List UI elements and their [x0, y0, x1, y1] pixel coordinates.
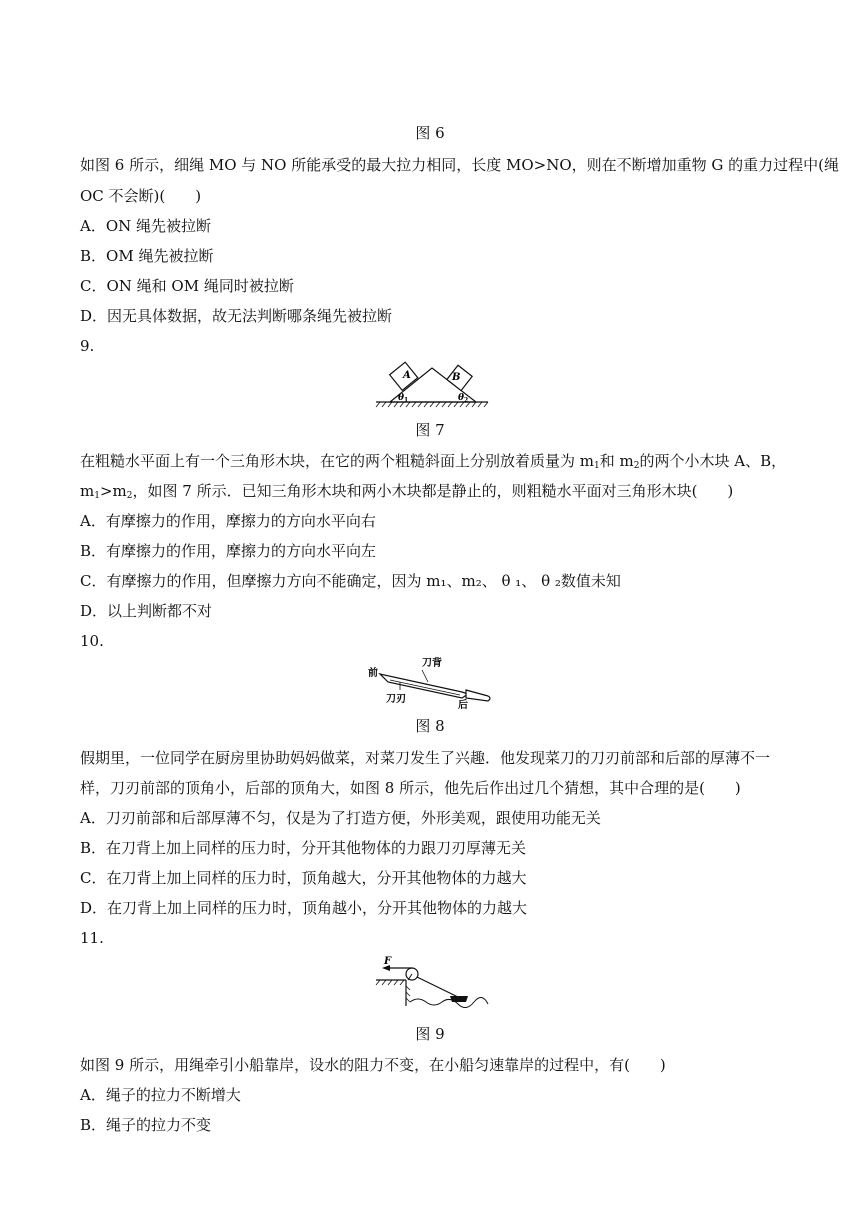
- front-label: 前: [368, 668, 378, 679]
- q8-option-c: C．ON 绳和 OM 绳同时被拉断: [80, 277, 294, 295]
- force-f-label: F: [384, 956, 392, 967]
- figure-7-triangle-blocks: [372, 358, 492, 408]
- q11-stem-line1: 如图 9 所示，用绳牵引小船靠岸，设水的阻力不变，在小船匀速靠岸的过程中，有( ): [80, 1056, 666, 1074]
- q8-option-d: D．因无具体数据，故无法判断哪条绳先被拉断: [80, 307, 393, 325]
- q10-stem-line2: 样，刀刃前部的顶角小，后部的顶角大，如图 8 所示，他先后作出过几个猜想，其中合理的是( ): [80, 779, 741, 797]
- theta1-label: θ: [398, 393, 405, 403]
- q11-option-b: B．绳子的拉力不变: [80, 1116, 212, 1134]
- q10-stem-line1: 假期里，一位同学在厨房里协助妈妈做菜，对菜刀发生了兴趣．他发现菜刀的刀刃前部和后部的厚薄不一: [80, 749, 771, 767]
- q9-option-b: B．有摩擦力的作用，摩擦力的方向水平向左: [80, 542, 377, 560]
- q8-stem-line2: OC 不会断)( ): [80, 187, 202, 205]
- q9-option-c: C．有摩擦力的作用，但摩擦力方向不能确定，因为 m₁、m₂、 θ ₁、 θ ₂数值未知: [80, 572, 621, 590]
- q11-option-a: A．绳子的拉力不断增大: [80, 1086, 241, 1104]
- block-a-label: A: [403, 370, 411, 381]
- q9-option-a: A．有摩擦力的作用，摩擦力的方向水平向右: [80, 512, 376, 530]
- block-b-label: B: [452, 372, 461, 383]
- q9-stem-line1: 在粗糙水平面上有一个三角形木块，在它的两个粗糙斜面上分别放着质量为 $m_1$和 $m_2$的两个小木块 A、B，: [80, 452, 787, 471]
- figure-7-caption: 图 7: [415, 421, 445, 439]
- rear-label: 后: [458, 700, 468, 711]
- q8-option-a: A．ON 绳先被拉断: [80, 217, 212, 235]
- theta1-sub: 1: [404, 397, 409, 404]
- q9-number: 9.: [80, 337, 95, 355]
- theta2-sub: 2: [464, 397, 469, 404]
- figure-9-boat-rope: [372, 952, 492, 1012]
- q8-stem-line1: 如图 6 所示，细绳 MO 与 NO 所能承受的最大拉力相同，长度 MO>NO，则在不断增加重物 G 的重力过程中(绳: [80, 156, 840, 174]
- figure-8-caption: 图 8: [415, 717, 445, 735]
- q11-number: 11.: [80, 929, 104, 947]
- theta2-label: θ: [458, 393, 465, 403]
- blade-edge-label: 刀刃: [386, 694, 406, 705]
- figure-8-kitchen-knife: [366, 652, 506, 712]
- q10-option-d: D．在刀背上加上同样的压力时，顶角越小，分开其他物体的力越大: [80, 899, 528, 917]
- figure-6-caption: 图 6: [415, 124, 445, 142]
- q10-option-a: A．刀刃前部和后部厚薄不匀，仅是为了打造方便，外形美观，跟使用功能无关: [80, 809, 601, 827]
- q10-option-b: B．在刀背上加上同样的压力时，分开其他物体的力跟刀刃厚薄无关: [80, 839, 527, 857]
- q8-option-b: B．OM 绳先被拉断: [80, 247, 214, 265]
- q10-number: 10.: [80, 632, 104, 650]
- q9-option-d: D．以上判断都不对: [80, 602, 213, 620]
- knife-back-label: 刀背: [422, 658, 442, 669]
- q9-stem-line2: $m_1>m_2$，如图 7 所示．已知三角形木块和两小木块都是静止的，则粗糙水平面对三角形木块( ): [80, 482, 734, 501]
- figure-9-caption: 图 9: [415, 1025, 445, 1043]
- q10-option-c: C．在刀背上加上同样的压力时，顶角越大，分开其他物体的力越大: [80, 869, 527, 887]
